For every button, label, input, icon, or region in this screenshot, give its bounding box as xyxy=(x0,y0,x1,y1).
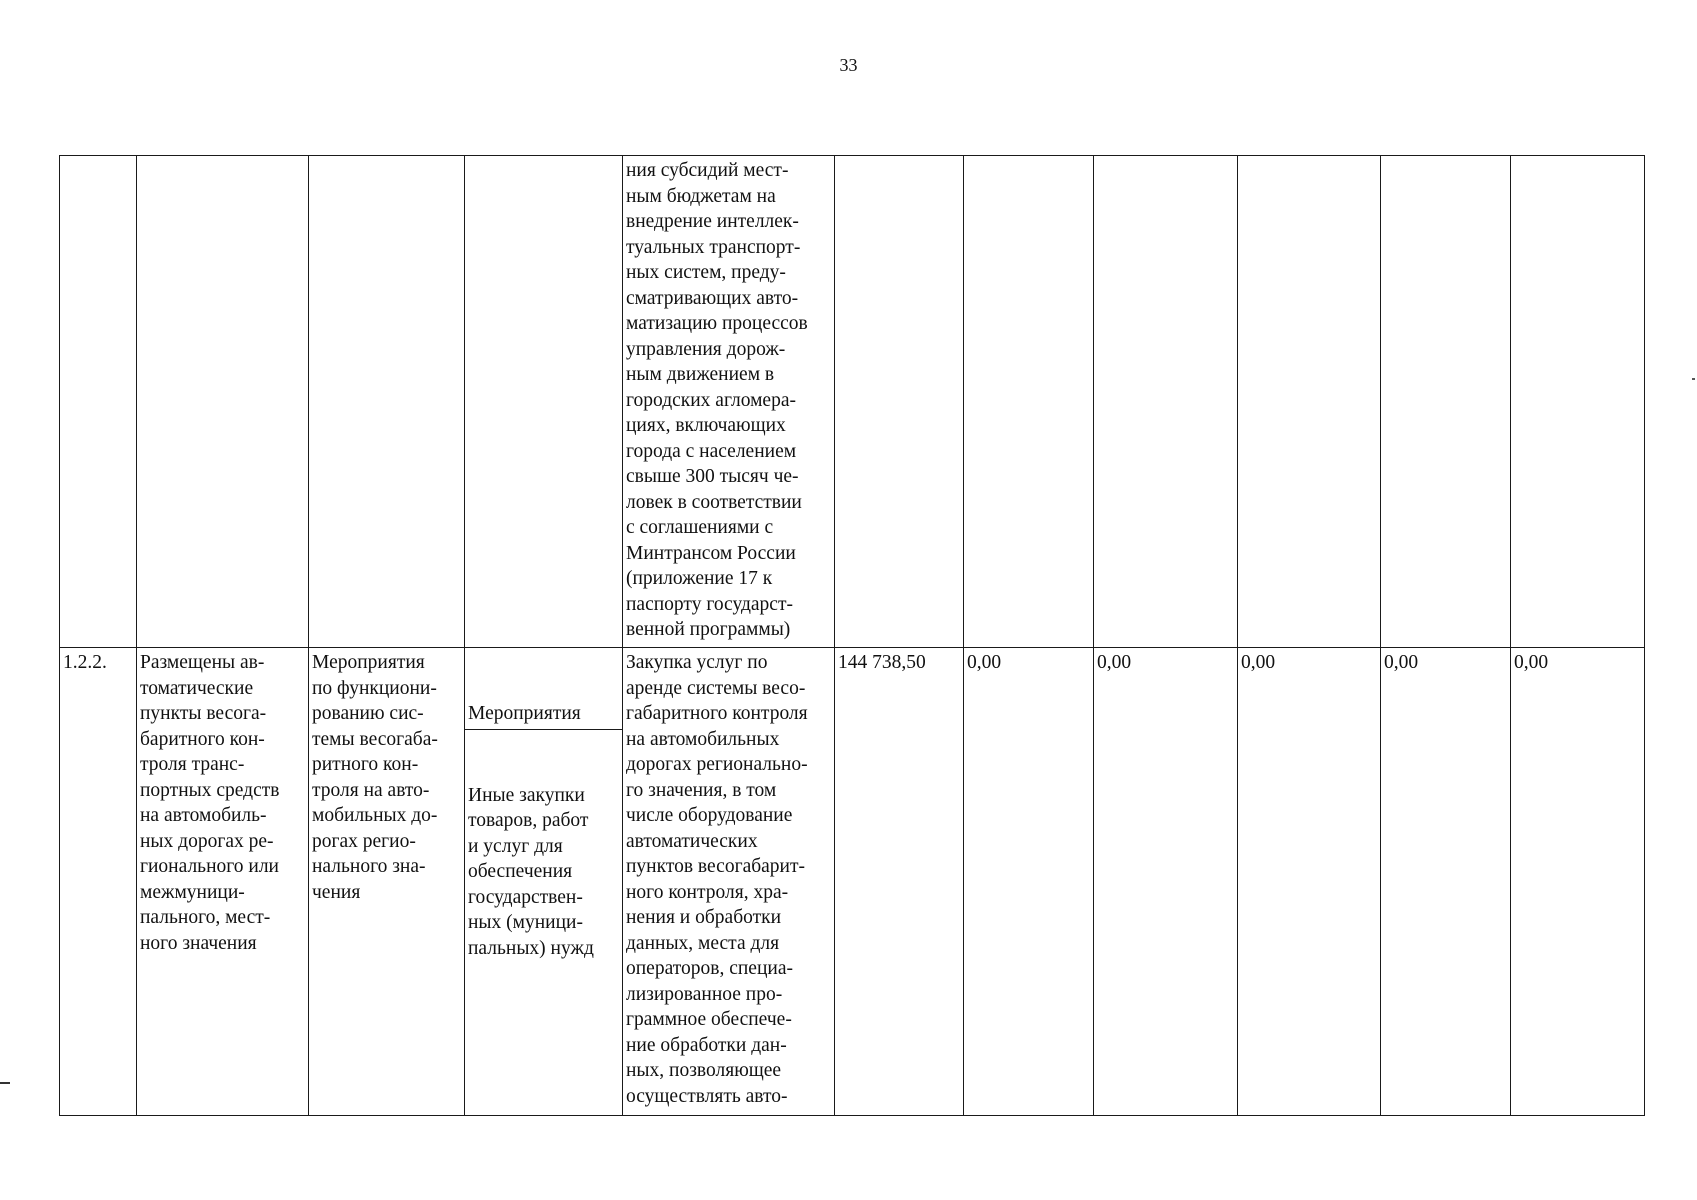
amount-cell: 144 738,50 xyxy=(835,648,964,1116)
value-cell: 0,00 xyxy=(1238,648,1381,1116)
scan-edge-mark xyxy=(0,1082,10,1084)
value-cell xyxy=(1094,156,1238,648)
value-cell: 0,00 xyxy=(1094,648,1238,1116)
page-number: 33 xyxy=(839,55,858,75)
activity-cell: Мероприятия по функциони- рованию сис- темы весогаба- ритного кон- троля на авто- мобильных до- рогах регио- нального зна- чения xyxy=(309,648,465,1116)
value-cell: 0,00 xyxy=(964,648,1094,1116)
budget-table xyxy=(59,155,1645,1116)
scan-edge-dot xyxy=(1692,378,1695,380)
row-number-cell: 1.2.2. xyxy=(60,648,137,1116)
description-cell: Закупка услуг по аренде системы весо- габаритного контроля на автомобильных дорогах регионально- го значения, в том числе оборудование автоматических пунктов весогабарит- ного контроля, хра- нения и обработки данных, места для операторов, специа- лизированное про- граммное обеспече- ние обработки дан- ных, позволяющее осуществлять авто- xyxy=(623,648,835,1116)
value-cell xyxy=(1238,156,1381,648)
value-cell: 0,00 xyxy=(1381,648,1511,1116)
table-row xyxy=(60,648,1645,1116)
table-row xyxy=(60,156,1645,648)
amount-cell xyxy=(835,156,964,648)
row-number-cell xyxy=(60,156,137,648)
expense-type-label: Мероприятия xyxy=(465,699,622,730)
activity-cell xyxy=(309,156,465,648)
value-cell xyxy=(964,156,1094,648)
value-cell xyxy=(1511,156,1645,648)
description-cell: ния субсидий мест- ным бюджетам на внедрение интеллек- туальных транспорт- ных систем, преду- сматривающих авто- матизацию процессов управления дорож- ным движением в городских агломера- циях, включающих города с населением свыше 300 тысяч че- ловек в соответствии с соглашениями с Минтрансом России (приложение 17 к паспорту государст- венной программы) xyxy=(623,156,835,648)
expense-subtype-label: Иные закупки товаров, работ и услуг для обеспечения государствен- ных (муници- пальных) нужд xyxy=(468,784,594,959)
value-cell xyxy=(1381,156,1511,648)
expense-type-cell xyxy=(465,156,623,648)
value-cell: 0,00 xyxy=(1511,648,1645,1116)
expense-type-cell xyxy=(465,648,623,1116)
result-cell: Размещены ав- томатические пункты весога- баритного кон- троля транс- портных средств на автомобиль- ных дорогах ре- гионального или межмуници- пального, мест- ного значения xyxy=(137,648,309,1116)
result-cell xyxy=(137,156,309,648)
